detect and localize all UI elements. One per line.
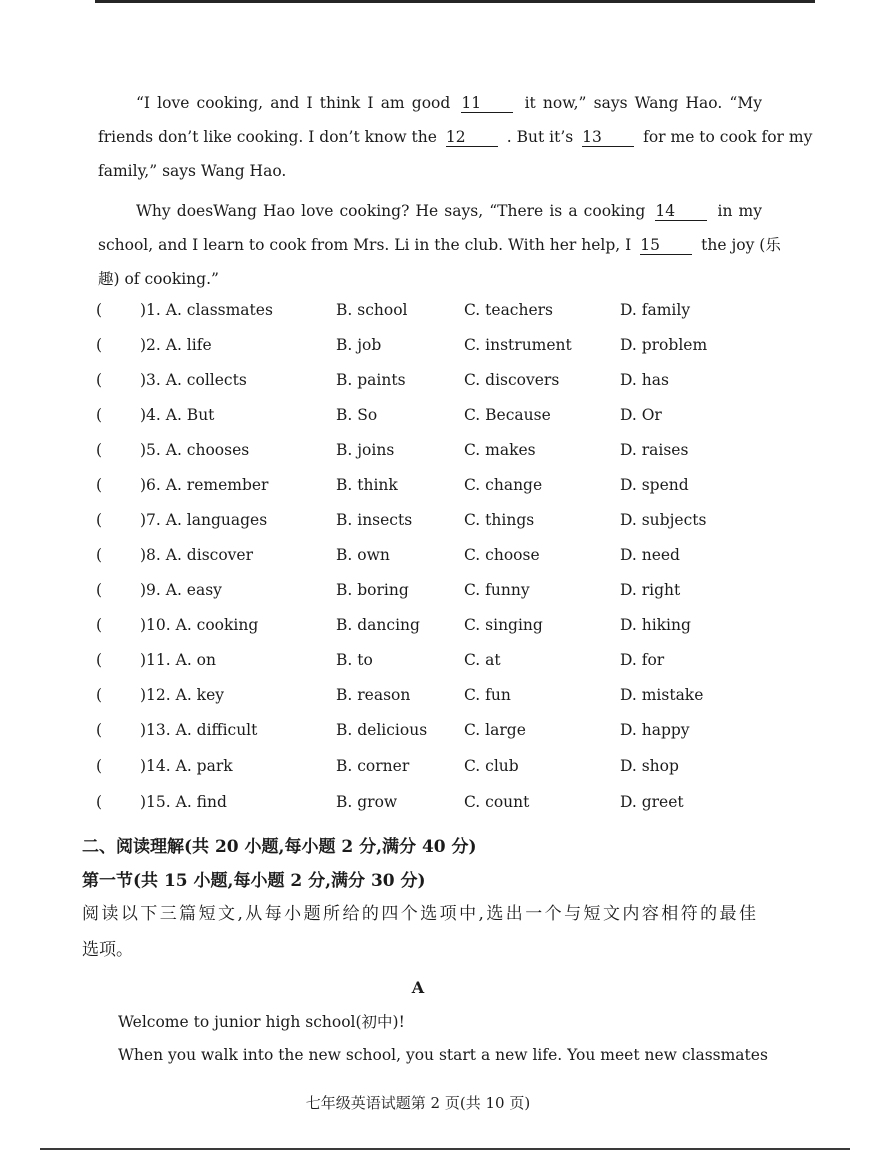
question-row-6 [96, 476, 716, 508]
question-option-a: )2. A. life [140, 336, 212, 354]
section-heading: 二、阅读理解(共 20 小题,每小题 2 分,满分 40 分) [82, 837, 477, 857]
question-option-b: B. think [336, 476, 398, 494]
question-option-a: )6. A. remember [140, 476, 269, 494]
question-option-c: C. choose [464, 546, 540, 564]
answer-paren[interactable]: ( [96, 301, 103, 319]
question-row-13 [96, 721, 716, 753]
answer-paren[interactable]: ( [96, 511, 103, 529]
question-option-a: )13. A. difficult [140, 721, 258, 739]
section-instructions [82, 896, 756, 968]
question-row-1 [96, 301, 716, 333]
question-option-b: B. boring [336, 581, 409, 599]
passage-paragraph-2 [98, 194, 781, 296]
reading-passage-letter: A [411, 978, 425, 997]
question-option-c: C. instrument [464, 336, 572, 354]
answer-paren[interactable]: ( [96, 721, 103, 739]
passage-line: 趣) of cooking.” [98, 270, 219, 288]
question-option-d: D. happy [620, 721, 690, 739]
question-row-3 [96, 371, 716, 403]
question-option-d: D. need [620, 546, 680, 564]
question-row-11 [96, 651, 716, 683]
question-option-b: B. reason [336, 686, 411, 704]
question-option-b: B. paints [336, 371, 406, 389]
answer-paren[interactable]: ( [96, 686, 103, 704]
question-option-b: B. dancing [336, 616, 420, 634]
question-option-a: )4. A. But [140, 406, 215, 424]
question-option-a: )10. A. cooking [140, 616, 259, 634]
question-option-c: C. singing [464, 616, 543, 634]
question-option-b: B. job [336, 336, 382, 354]
passage-line [98, 86, 762, 120]
question-row-8 [96, 546, 716, 578]
question-option-d: D. Or [620, 406, 662, 424]
answer-paren[interactable]: ( [96, 616, 103, 634]
answer-paren[interactable]: ( [96, 476, 103, 494]
passage-paragraph-1 [98, 86, 813, 188]
question-option-c: C. makes [464, 441, 536, 459]
question-option-c: C. fun [464, 686, 511, 704]
question-option-c: C. discovers [464, 371, 560, 389]
passage-line: family,” says Wang Hao. [98, 162, 287, 180]
question-row-14 [96, 757, 716, 789]
question-option-b: B. grow [336, 793, 398, 811]
question-option-b: B. delicious [336, 721, 428, 739]
question-option-a: )5. A. chooses [140, 441, 250, 459]
question-row-12 [96, 686, 716, 718]
question-row-7 [96, 511, 716, 543]
passage-text: school, and I learn to cook from Mrs. Li in the club. With her help, I [98, 236, 632, 254]
page-footer: 七年级英语试题第 2 页(共 10 页) [305, 1094, 531, 1112]
blank-15: 15 [640, 236, 692, 255]
question-option-c: C. count [464, 793, 530, 811]
question-option-a: )11. A. on [140, 651, 216, 669]
blank-11: 11 [461, 94, 513, 113]
passage-text: Why doesWang Hao love cooking? He says, “There is a cooking [136, 202, 646, 220]
question-option-d: D. raises [620, 441, 689, 459]
passage-line [98, 120, 813, 154]
question-option-b: B. school [336, 301, 408, 319]
question-option-c: C. change [464, 476, 543, 494]
question-option-a: )7. A. languages [140, 511, 268, 529]
answer-paren[interactable]: ( [96, 546, 103, 564]
question-option-b: B. corner [336, 757, 410, 775]
question-option-b: B. joins [336, 441, 395, 459]
answer-paren[interactable]: ( [96, 581, 103, 599]
page-bottom-edge [40, 1148, 850, 1150]
question-option-d: D. for [620, 651, 665, 669]
passage-line [98, 194, 762, 228]
passage-text: . But it’s [506, 128, 574, 146]
question-option-d: D. right [620, 581, 681, 599]
question-option-d: D. problem [620, 336, 708, 354]
question-option-c: C. Because [464, 406, 551, 424]
question-option-a: )8. A. discover [140, 546, 253, 564]
answer-paren[interactable]: ( [96, 336, 103, 354]
question-option-a: )14. A. park [140, 757, 233, 775]
question-option-d: D. greet [620, 793, 684, 811]
reading-line: Welcome to junior high school(初中)! [118, 1013, 405, 1031]
answer-paren[interactable]: ( [96, 793, 103, 811]
blank-13: 13 [582, 128, 634, 147]
blank-14: 14 [655, 202, 707, 221]
question-row-10 [96, 616, 716, 648]
question-option-d: D. shop [620, 757, 679, 775]
question-option-b: B. to [336, 651, 373, 669]
question-option-a: )1. A. classmates [140, 301, 273, 319]
passage-text: the joy (乐 [701, 236, 781, 254]
question-row-15 [96, 793, 716, 825]
question-option-c: C. club [464, 757, 519, 775]
question-option-d: D. family [620, 301, 691, 319]
question-option-c: C. at [464, 651, 501, 669]
question-option-d: D. spend [620, 476, 689, 494]
instruction-line: 阅读以下三篇短文,从每小题所给的四个选项中,选出一个与短文内容相符的最佳 [82, 904, 756, 924]
page-top-edge [95, 0, 815, 3]
question-option-d: D. subjects [620, 511, 707, 529]
blank-12: 12 [446, 128, 498, 147]
question-option-d: D. mistake [620, 686, 704, 704]
question-option-a: )15. A. find [140, 793, 227, 811]
answer-paren[interactable]: ( [96, 651, 103, 669]
answer-paren[interactable]: ( [96, 371, 103, 389]
question-option-c: C. funny [464, 581, 530, 599]
question-option-c: C. things [464, 511, 535, 529]
answer-paren[interactable]: ( [96, 757, 103, 775]
passage-text: “I love cooking, and I think I am good [136, 94, 451, 112]
question-row-5 [96, 441, 716, 473]
answer-paren[interactable]: ( [96, 441, 103, 459]
question-option-b: B. insects [336, 511, 413, 529]
passage-text: in my [717, 202, 762, 220]
question-row-4 [96, 406, 716, 438]
question-row-2 [96, 336, 716, 368]
question-option-a: )12. A. key [140, 686, 224, 704]
instruction-line: 选项。 [82, 940, 133, 960]
question-option-c: C. teachers [464, 301, 554, 319]
passage-line [98, 228, 781, 262]
part-heading: 第一节(共 15 小题,每小题 2 分,满分 30 分) [82, 871, 426, 891]
question-option-b: B. own [336, 546, 390, 564]
question-option-c: C. large [464, 721, 526, 739]
passage-text: it now,” says Wang Hao. “My [524, 94, 762, 112]
question-option-d: D. has [620, 371, 669, 389]
passage-text: for me to cook for my [643, 128, 813, 146]
question-option-b: B. So [336, 406, 378, 424]
reading-line: When you walk into the new school, you start a new life. You meet new classmates [118, 1046, 768, 1064]
question-option-a: )3. A. collects [140, 371, 247, 389]
passage-text: friends don’t like cooking. I don’t know the [98, 128, 437, 146]
question-option-d: D. hiking [620, 616, 691, 634]
answer-paren[interactable]: ( [96, 406, 103, 424]
question-row-9 [96, 581, 716, 613]
question-option-a: )9. A. easy [140, 581, 222, 599]
